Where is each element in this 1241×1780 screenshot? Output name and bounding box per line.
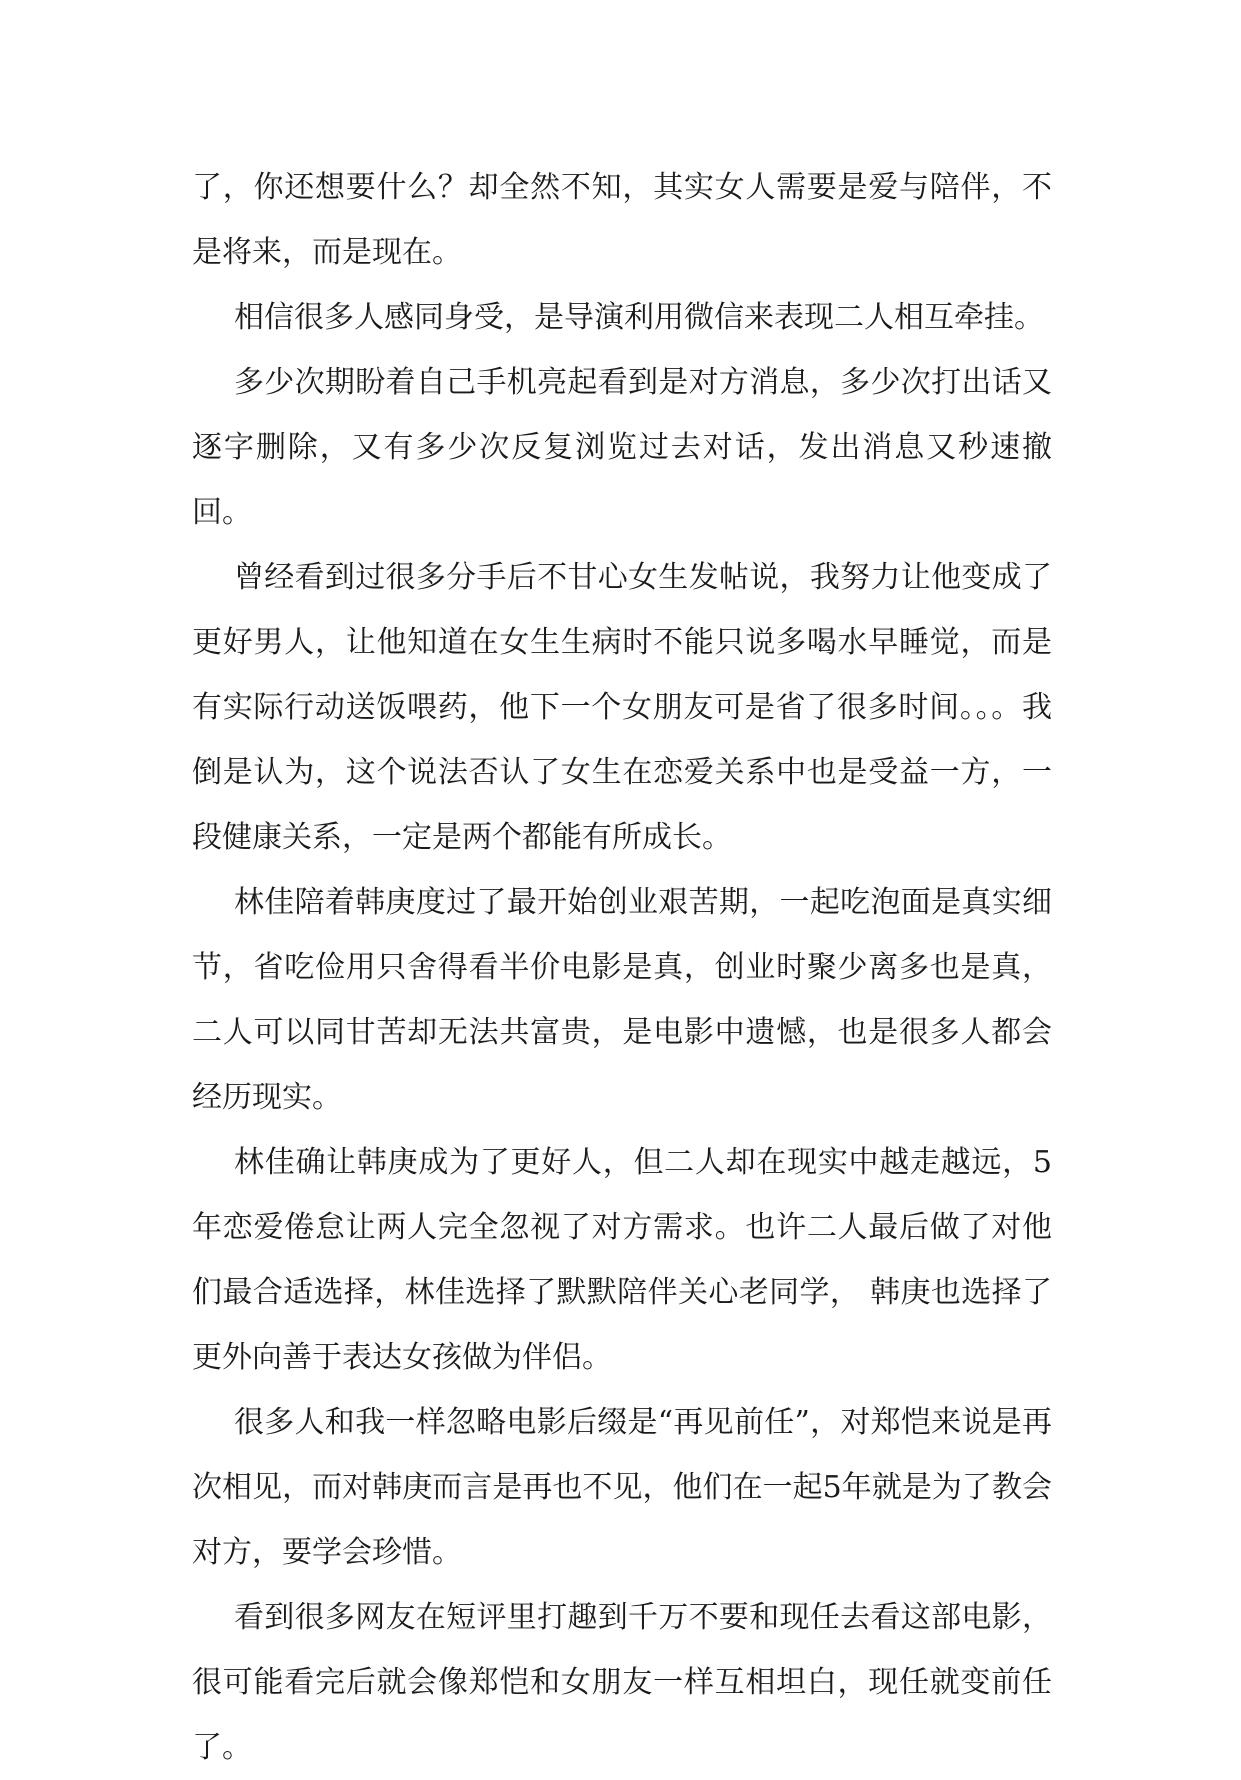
paragraph-2: 相信很多人感同身受，是导演利用微信来表现二人相互牵挂。	[234, 300, 1044, 335]
paragraph-8: 看到很多网友在短评里打趣到千万不要和现任去看这部电影，很可能看完后就会像郑恺和女朋友一样互相坦白，现任就变前任了。	[192, 1600, 1052, 1765]
paragraph-1: 了，你还想要什么？却全然不知，其实女人需要是爱与陪伴，不是将来，而是现在。	[192, 170, 1052, 270]
document-body	[192, 155, 1052, 1780]
paragraph-6: 林佳确让韩庚成为了更好人，但二人却在现实中越走越远，5年恋爱倦怠让两人完全忽视了对方需求。也许二人最后做了对他们最合适选择，林佳选择了默默陪伴关心老同学， 韩庚也选择了更外向善于表达女孩做为伴侣。	[192, 1145, 1052, 1375]
paragraph-5: 林佳陪着韩庚度过了最开始创业艰苦期，一起吃泡面是真实细节，省吃俭用只舍得看半价电影是真，创业时聚少离多也是真，二人可以同甘苦却无法共富贵，是电影中遗憾，也是很多人都会经历现实。	[192, 885, 1052, 1115]
paragraph-7: 很多人和我一样忽略电影后缀是“再见前任”，对郑恺来说是再次相见，而对韩庚而言是再也不见，他们在一起5年就是为了教会对方，要学会珍惜。	[192, 1405, 1052, 1570]
paragraph-4: 曾经看到过很多分手后不甘心女生发帖说，我努力让他变成了更好男人，让他知道在女生生病时不能只说多喝水早睡觉，而是有实际行动送饭喂药，他下一个女朋友可是省了很多时间。。。我倒是认为，这个说法否认了女生在恋爱关系中也是受益一方，一段健康关系，一定是两个都能有所成长。	[192, 560, 1052, 855]
paragraph-3: 多少次期盼着自己手机亮起看到是对方消息，多少次打出话又逐字删除，又有多少次反复浏览过去对话，发出消息又秒速撤回。	[192, 365, 1052, 530]
